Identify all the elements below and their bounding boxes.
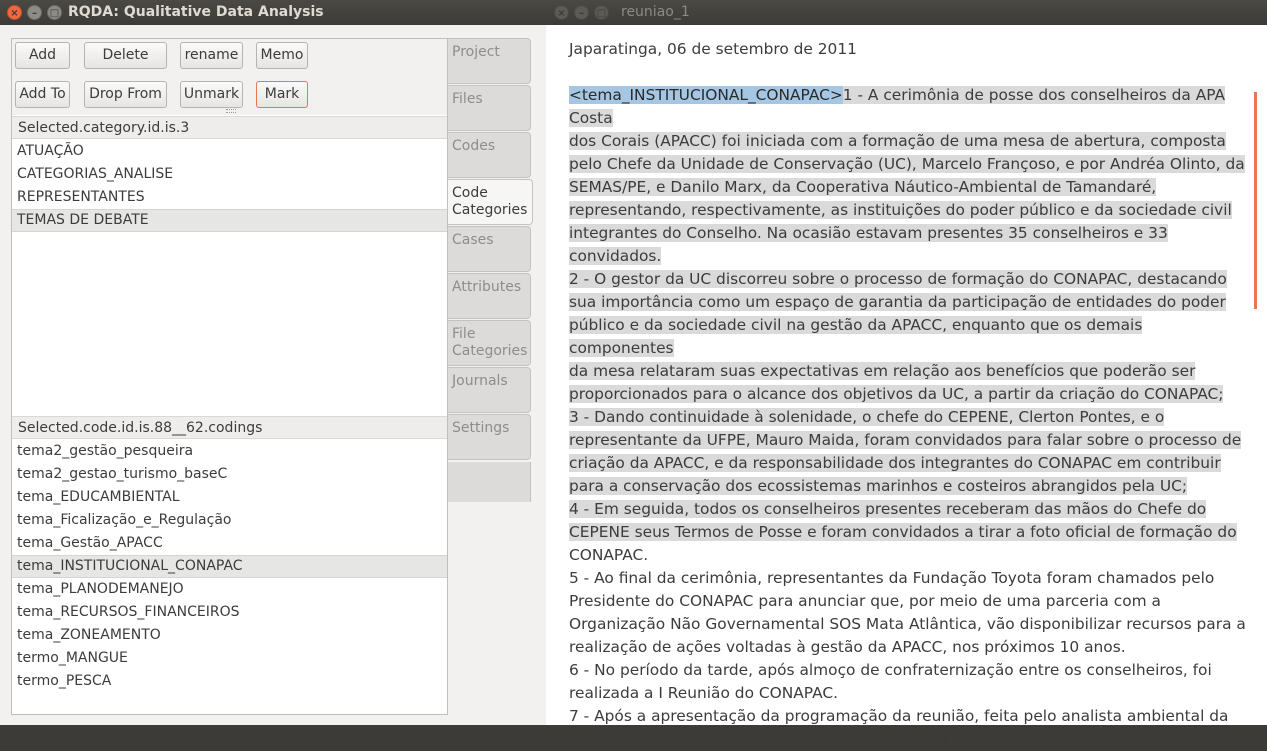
coding-list-item[interactable]: tema_RECURSOS_FINANCEIROS [17,604,240,620]
mark-button[interactable]: Mark [256,81,308,108]
close-icon[interactable]: × [7,5,22,20]
coded-text-line: proporcionados para o alcance dos objetivos da UC, a partir da criação do CONAPAC; [569,385,1224,403]
category-list-item[interactable]: TEMAS DE DEBATE [12,209,447,232]
category-list-item[interactable]: REPRESENTANTES [17,189,145,205]
code-categories-panel [11,38,448,715]
document-text-line: 7 - Após a apresentação da programação da reunião, feita pelo analista ambiental da [569,707,1229,725]
coding-list-item[interactable]: tema_PLANODEMANEJO [17,581,184,597]
document-text-line: Presidente do CONAPAC para anunciar que, por meio de uma parceria com a [569,592,1161,610]
tab-project[interactable]: Project [448,38,531,84]
coding-list-item[interactable]: tema_Gestão_APACC [17,535,163,551]
coding-list-item[interactable]: tema_ZONEAMENTO [17,627,161,643]
category-list-item[interactable]: CATEGORIAS_ANALISE [17,166,174,182]
memo-button[interactable]: Memo [256,42,308,69]
add-to-button[interactable]: Add To [15,81,70,108]
coded-text-line: 3 - Dando continuidade à solenidade, o chefe do CEPENE, Clerton Pontes, e o [569,408,1165,426]
title-bar [0,0,546,25]
coding-list-item[interactable]: termo_PESCA [17,673,112,689]
coded-text-line: pelo Chefe da Unidade de Conservação (UC), Marcelo Françoso, e por Andréa Olinto, da [569,155,1245,173]
code-tag-marker[interactable]: <tema_INSTITUCIONAL_CONAPAC> [569,86,843,104]
tab-files[interactable]: Files [448,85,531,131]
coded-text-line: 4 - Em seguida, todos os conselheiros presentes receberam das mãos do Chefe do [569,500,1207,518]
document-text-line: Organização Não Governamental SOS Mata Atlântica, vão disponibilizar recursos para a [569,615,1246,633]
category-list-item[interactable]: ATUAÇÃO [17,143,84,159]
coded-segment[interactable] [569,84,1247,544]
side-tab-bar [448,38,534,718]
coded-text-line: público e da sociedade civil na gestão da APACC, enquanto que os demais componentes [569,316,1143,357]
document-title-bar [546,0,1267,25]
tab-codes[interactable]: Codes [448,132,531,178]
coded-text-line: convidados. [569,247,662,265]
rqda-main-window [0,0,546,725]
coded-text-line: <tema_INSTITUCIONAL_CONAPAC>1 - A cerimônia de posse dos conselheiros da APA Costa [569,86,1226,127]
maximize-icon[interactable]: □ [594,5,609,20]
uncoded-text [569,544,1247,751]
close-icon[interactable]: × [554,5,569,20]
document-window [546,0,1267,748]
document-text-line: realizada a I Reunião do CONAPAC. [569,684,838,702]
coded-text-line: para a conservação dos ecossistemas marinhos e costeiros abrangidos pela UC; [569,477,1188,495]
coded-text-line: representante da UFPE, Mauro Maida, foram convidados para falar sobre o processo de [569,431,1242,449]
coding-list-item[interactable]: tema_EDUCAMBIENTAL [17,489,180,505]
document-text-line: APACC Eduardo Machado, o Presidente do Conselho alertou os conselheiros sobre um [569,730,1229,748]
tab-attributes[interactable]: Attributes [448,273,531,319]
maximize-icon[interactable]: □ [47,5,62,20]
document-text-view[interactable] [546,25,1267,748]
minimize-icon[interactable]: – [27,5,42,20]
coded-text-line: integrantes do Conselho. Na ocasião estavam presentes 35 conselheiros e 33 [569,224,1168,242]
document-text-line: CONAPAC. [569,546,649,564]
scroll-indicator[interactable] [1254,92,1257,309]
document-text-line: 6 - No período da tarde, após almoço de confraternização entre os conselheiros, foi [569,661,1212,679]
tab-journals[interactable]: Journals [448,367,531,413]
rename-button[interactable]: rename [180,42,243,69]
coded-text-line: sua importância como um espaço de garantia da participação de entidades do poder [569,293,1226,311]
coded-text-line: CEPENE seus Termos de Posse e foram convidados a tirar a foto oficial de formação do [569,523,1237,541]
tab-settings[interactable]: Settings [448,414,531,460]
codings-list-header[interactable]: Selected.code.id.is.88__62.codings [12,416,447,439]
coded-text-line: representando, respectivamente, as instituições do poder público e da sociedade civil [569,201,1232,219]
button-toolbar [12,39,447,115]
coded-text-line: criação da APACC, e da responsabilidade dos integrantes do CONAPAC em contribuir [569,454,1221,472]
minimize-icon[interactable]: – [574,5,589,20]
document-title: reuniao_1 [621,4,690,20]
window-title: RQDA: Qualitative Data Analysis [68,4,324,20]
add-button[interactable]: Add [15,42,70,69]
drop-from-button[interactable]: Drop From [84,81,167,108]
tab-file-categories[interactable]: File Categories [448,320,531,366]
coded-text-line: 2 - O gestor da UC discorreu sobre o processo de formação do CONAPAC, destacando [569,270,1227,288]
category-list[interactable] [12,140,447,410]
unmark-button[interactable]: Unmark [180,81,243,108]
tab-code-categories[interactable]: Code Categories [448,179,533,225]
codings-list[interactable] [12,440,447,712]
coding-list-item[interactable]: tema_Ficalização_e_Regulação [17,512,232,528]
document-text-line: 5 - Ao final da cerimônia, representantes da Fundação Toyota foram chamados pelo [569,569,1215,587]
tab-cases[interactable]: Cases [448,226,531,272]
delete-button[interactable]: Delete [84,42,167,69]
coding-list-item[interactable]: tema_INSTITUCIONAL_CONAPAC [12,555,447,578]
pane-resize-grip[interactable] [226,109,236,113]
category-list-header[interactable]: Selected.category.id.is.3 [12,116,447,139]
document-body[interactable] [569,38,1247,751]
coded-text-line: da mesa relataram suas expectativas em relação aos benefícios que poderão ser [569,362,1196,380]
coding-list-item[interactable]: termo_MANGUE [17,650,128,666]
coding-list-item[interactable]: tema2_gestão_pesqueira [17,443,194,459]
tab-bar-filler [448,462,531,502]
document-heading: Japaratinga, 06 de setembro de 2011 [569,40,857,58]
coding-list-item[interactable]: tema2_gestao_turismo_baseC [17,466,228,482]
coded-text-line: SEMAS/PE, e Danilo Marx, da Cooperativa Náutico-Ambiental de Tamandaré, [569,178,1157,196]
coded-text-line: dos Corais (APACC) foi iniciada com a formação de uma mesa de abertura, composta [569,132,1226,150]
document-text-line: realização de ações voltadas à gestão da APACC, nos próximos 10 anos. [569,638,1126,656]
